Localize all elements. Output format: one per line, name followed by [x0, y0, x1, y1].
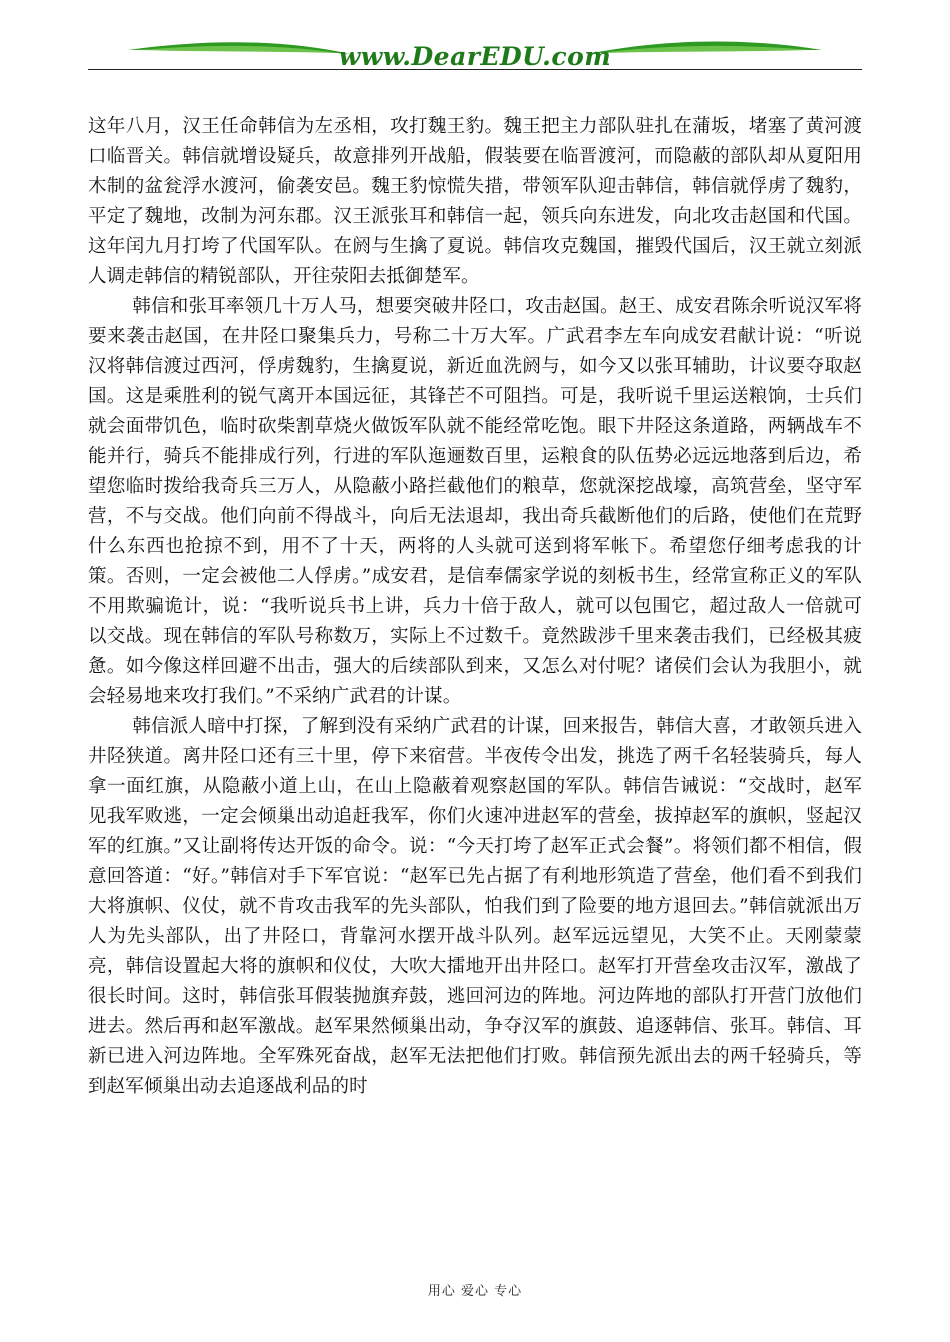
article-body: [88, 112, 862, 1102]
footer-motto: 用心 爱心 专心: [427, 1284, 523, 1299]
site-url: www.DearEDU.com: [338, 42, 612, 71]
paragraph-1: 这年八月，汉王任命韩信为左丞相，攻打魏王豹。魏王把主力部队驻扎在蒲坂，堵塞了黄河渡口临晋关。韩信就增设疑兵，故意排列开战船，假装要在临晋渡河，而隐蔽的部队却从夏阳用木制的盆瓮浮水渡河，偷袭安邑。魏王豹惊慌失措，带领军队迎击韩信，韩信就俘虏了魏豹，平定了魏地，改制为河东郡。汉王派张耳和韩信一起，领兵向东进发，向北攻击赵国和代国。这年闰九月打垮了代国军队。在阏与生擒了夏说。韩信攻克魏国，摧毁代国后，汉王就立刻派人调走韩信的精锐部队，开往荥阳去抵御楚军。: [88, 116, 862, 287]
header-divider: [88, 69, 862, 70]
paragraph-3: 韩信派人暗中打探，了解到没有采纳广武君的计谋，回来报告，韩信大喜，才敢领兵进入井陉狭道。离井陉口还有三十里，停下来宿营。半夜传令出发，挑选了两千名轻装骑兵，每人拿一面红旗，从隐蔽小道上山，在山上隐蔽着观察赵国的军队。韩信告诫说：“交战时，赵军见我军败逃，一定会倾巢出动追赶我军，你们火速冲进赵军的营垒，拔掉赵军的旗帜，竖起汉军的红旗。”又让副将传达开饭的命令。说：“今天打垮了赵军正式会餐”。将领们都不相信，假意回答道：“好。”韩信对手下军官说：“赵军已先占据了有利地形筑造了营垒，他们看不到我们大将旗帜、仪仗，就不肯攻击我军的先头部队，怕我们到了险要的地方退回去。”韩信就派出万人为先头部队，出了井陉口，背靠河水摆开战斗队列。赵军远远望见，大笑不止。天刚蒙蒙亮，韩信设置起大将的旗帜和仪仗，大吹大擂地开出井陉口。赵军打开营垒攻击汉军，激战了很长时间。这时，韩信张耳假装抛旗弃鼓，逃回河边的阵地。河边阵地的部队打开营门放他们进去。然后再和赵军激战。赵军果然倾巢出动，争夺汉军的旗鼓、追逐韩信、张耳。韩信、耳新已进入河边阵地。全军殊死奋战，赵军无法把他们打败。韩信预先派出去的两千轻骑兵，等到赵军倾巢出动去追逐战利品的时: [88, 716, 862, 1097]
paragraph-2: 韩信和张耳率领几十万人马，想要突破井陉口，攻击赵国。赵王、成安君陈余听说汉军将要来袭击赵国，在井陉口聚集兵力，号称二十万大军。广武君李左车向成安君献计说：“听说汉将韩信渡过西河，俘虏魏豹，生擒夏说，新近血洗阏与，如今又以张耳辅助，计议要夺取赵国。这是乘胜利的锐气离开本国远征，其锋芒不可阻挡。可是，我听说千里运送粮饷，士兵们就会面带饥色，临时砍柴割草烧火做饭军队就不能经常吃饱。眼下井陉这条道路，两辆战车不能并行，骑兵不能排成行列，行进的军队迤逦数百里，运粮食的队伍势必远远地落到后边，希望您临时拨给我奇兵三万人，从隐蔽小路拦截他们的粮草，您就深挖战壕，高筑营垒，坚守军营，不与交战。他们向前不得战斗，向后无法退却，我出奇兵截断他们的后路，使他们在荒野什么东西也抢掠不到，用不了十天，两将的人头就可送到将军帐下。希望您仔细考虑我的计策。否则，一定会被他二人俘虏。”成安君，是信奉儒家学说的刻板书生，经常宣称正义的军队不用欺骗诡计，说：“我听说兵书上讲，兵力十倍于敌人，就可以包围它，超过敌人一倍就可以交战。现在韩信的军队号称数万，实际上不过数千。竟然跋涉千里来袭击我们，已经极其疲惫。如今像这样回避不出击，强大的后续部队到来，又怎么对付呢？诸侯们会认为我胆小，就会轻易地来攻打我们。”不采纳广武君的计谋。: [88, 296, 862, 707]
